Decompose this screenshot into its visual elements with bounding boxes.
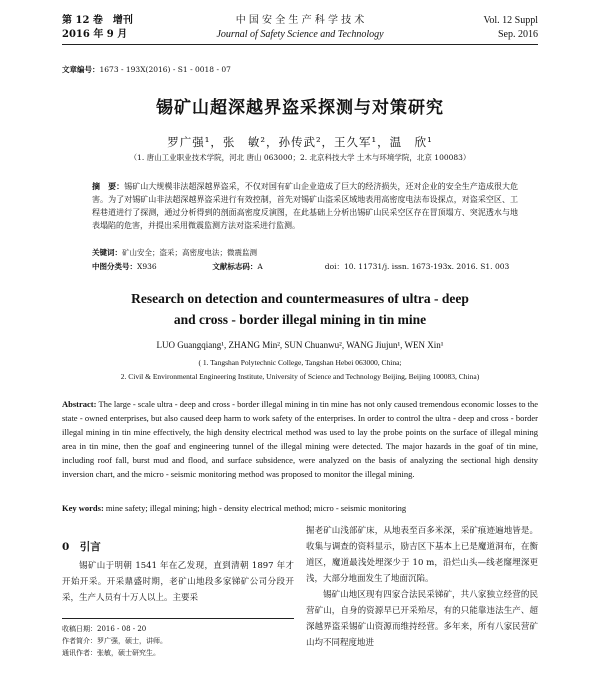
classification-line — [92, 261, 518, 272]
journal-cn: 中 国 安 全 生 产 科 学 技 术 — [235, 15, 365, 26]
left-column-body — [62, 558, 294, 606]
affiliation-cn: （1. 唐山工业职业技术学院，河北 唐山 063000；2. 北京科技大学 土木与环境学院，北京 100083） — [129, 153, 471, 162]
doi-value: 10. 11731/j. issn. 1673-193x. 2016. S1. 003 — [344, 262, 510, 271]
intro-paragraph-2: 锡矿山地区现有四家合法民采锑矿，共八家独立经营的民营矿山，自身的资源早已开采殆尽，有的只能靠违法生产、超深越界盗采锡矿山资源而维持经营。多年来，所有八家民营矿山均不同程度地进 — [306, 590, 538, 648]
keywords-en-label: Key words: — [62, 503, 104, 513]
intro-paragraph-continued: 掘老矿山浅部矿床，从地表至百多米深，采矿痕迹遍地皆是。收集与调查的资料显示，励吉区下基本上已是魔道洞布，在衡道区，魔道最浅处埋深少于 10 m，沿烂山头—线老窿埋深更浅，大部分地面发生了地面沉陷。 — [306, 526, 538, 584]
document-code — [212, 261, 322, 272]
abstract-cn-label: 摘 要： — [92, 181, 125, 191]
abstract-en-label: Abstract: — [62, 399, 97, 409]
clc-label: 中图分类号： — [92, 262, 137, 271]
title-en-line1: Research on detection and countermeasures of ultra - deep — [131, 291, 469, 306]
right-column — [306, 523, 538, 651]
footnote-corresponding: 通讯作者：张敏，硕士研究生。 — [62, 649, 160, 657]
doi-label: doi： — [324, 262, 344, 271]
affiliation-en — [62, 356, 538, 384]
keywords-cn-label: 关键词： — [92, 248, 122, 257]
authors-en: LUO Guangqiang¹, ZHANG Min², SUN Chuanwu², WANG Jiujun¹, WEN Xin¹ — [156, 340, 444, 350]
affiliation-en-line1: ( 1. Tangshan Polytechnic College, Tangshan Hebei 063000, China; — [198, 358, 402, 367]
date-en: Sep. 2016 — [498, 29, 538, 40]
intro-paragraph-1: 锡矿山于明朝 1541 年在乙发现，直到清朝 1897 年才开始开采。开采鼎盛时期，老矿山地段多家锑矿公司分段开采，生产人员有十万人以上。主要采 — [62, 561, 294, 603]
affiliation-en-line2: 2. Civil & Environmental Engineering Institute, University of Science and Technology Beijing, Beijing 100083, China) — [120, 372, 480, 381]
section-heading: 0 引言 — [62, 541, 101, 553]
volume-en: Vol. 12 Suppl — [483, 15, 538, 26]
title-en-line2: and cross - border illegal mining in tin mine — [173, 312, 427, 327]
keywords-en-text: mine safety; illegal mining; high - density electrical method; micro - seismic monitoring — [105, 503, 407, 513]
running-header — [62, 14, 538, 45]
abstract-cn-text: 锡矿山大规模非法超深越界盗采，不仅对国有矿山企业造成了巨大的经济损失，还对企业的安全生产造成很大危害。为了对锡矿山非法超深越界盗采进行有效控制，首先对锡矿山盗采区域地表用高密度电法布设探点，对盗采空区、工程巷道进行了探测，通过分析得到的剖面高密度反演图，在此基础上分析出锡矿山民采空区存在冒顶塌方、突泥透水与地表塌陷的危害，并提出采用微震监测方法对盗采进行监测。 — [92, 182, 518, 230]
abstract-en — [62, 397, 538, 481]
article-number-label: 文章编号： — [62, 65, 100, 74]
footnote — [62, 618, 294, 659]
authors-cn: 罗广强¹，张 敏²，孙传武²，王久军¹，温 欣¹ — [167, 135, 433, 149]
keywords-cn-text: 矿山安全；盗采；高密度电法；微震监测 — [122, 248, 257, 257]
journal-en: Journal of Safety Science and Technology — [216, 29, 384, 40]
document-code-label: 文献标志码： — [212, 262, 258, 271]
abstract-en-text: The large - scale ultra - deep and cross - border illegal mining in tin mine has not only caused tremendous economic losses to the state - owned enterprises, but also caused deep harm to work safety of the enterprises. In order to control the ultra - deep and cross - border illegal mining in tin mine effectively, the high density electrical method was used to lay the probe points on the surface of illegal mining area in tin mine, then the goaf and engineering tunnel of the illegal mining were detected. The major hazards in the goaf of tin mine, including roof fall, burst mud and flood, and surface subsidence, were analyzed on the basis of analyzing the sectional high density inversion chart, and the micro - seismic monitoring method was proposed to monitor the illegal mining. — [62, 399, 538, 479]
keywords-cn — [92, 247, 518, 258]
article-number-value: 1673 - 193X(2016) - S1 - 0018 - 07 — [99, 65, 231, 74]
header-right — [483, 14, 538, 42]
clc-code — [92, 261, 210, 272]
date-cn: 2016 年 9 月 — [62, 29, 128, 40]
article-number — [62, 64, 231, 75]
clc-value: X936 — [137, 262, 157, 271]
abstract-cn — [92, 180, 518, 232]
title-en — [62, 288, 538, 330]
footnote-received: 收稿日期：2016 - 08 - 20 — [62, 625, 147, 633]
footnote-author: 作者简介：罗广强，硕士，讲师。 — [62, 637, 167, 645]
document-code-value: A — [257, 262, 263, 271]
doi — [325, 261, 510, 272]
title-cn: 锡矿山超深越界盗采探测与对策研究 — [156, 98, 444, 118]
volume-cn: 第 12 卷 增刊 — [62, 15, 133, 26]
header-center — [62, 14, 538, 42]
left-column — [62, 523, 294, 606]
keywords-en — [62, 503, 538, 513]
